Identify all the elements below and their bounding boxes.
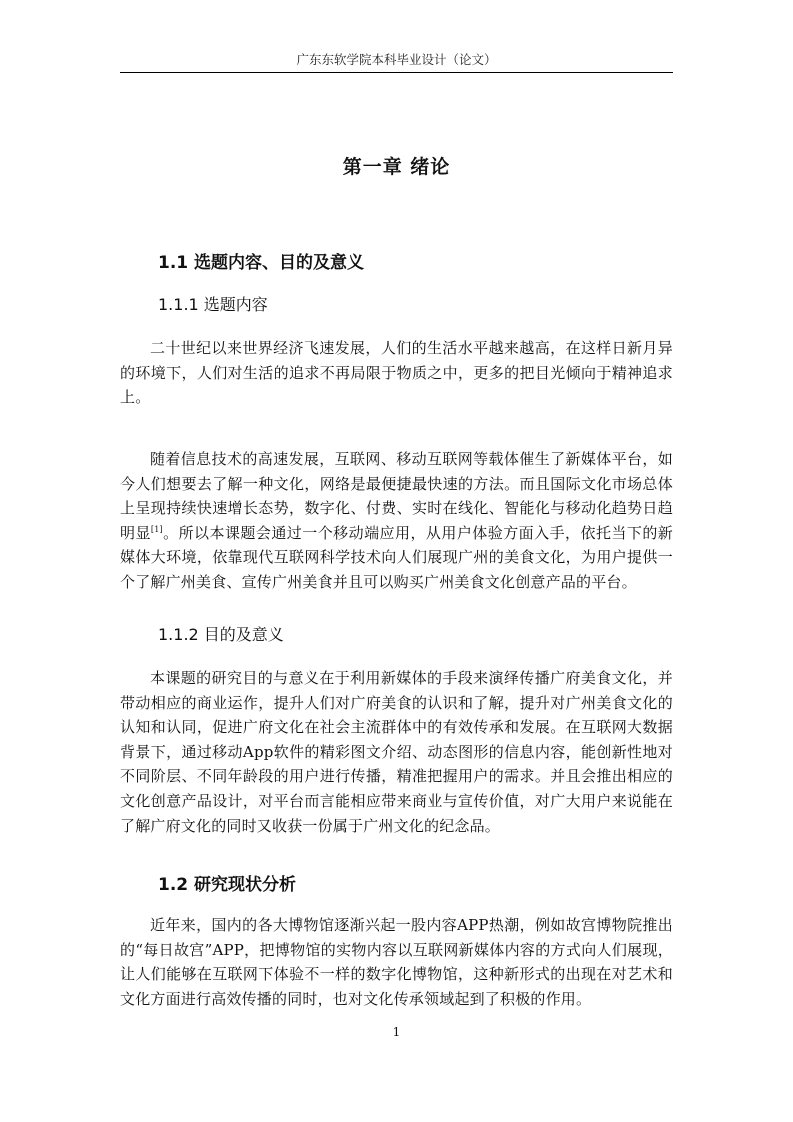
paragraph-2-text-b: 。所以本课题会通过一个移动端应用，从用户体验方面入手，依托当下的新媒体大环境，依靠现代互联网科学技术向人们展现广州的美食文化，为用户提供一个了解广州美食、宣传广州美食并且可以购买广州美食文化创意产品的平台。 xyxy=(120,523,673,591)
page-number: 1 xyxy=(392,1025,401,1039)
running-header: 广东东软学院本科毕业设计（论文） xyxy=(296,52,497,67)
section-heading-1-2: 1.2 研究现状分析 xyxy=(158,875,297,895)
paragraph-1: 二十世纪以来世界经济飞速发展，人们的生活水平越来越高，在这样日新月异的环境下，人们对生活的追求不再局限于物质之中，更多的把目光倾向于精神追求上。 xyxy=(120,339,673,407)
citation-ref-1: [1] xyxy=(150,524,163,534)
paragraph-2-text-a: 随着信息技术的高速发展，互联网、移动互联网等载体催生了新媒体平台，如今人们想要去了解一种文化，网络是最便捷最快速的方法。而且国际文化市场总体上呈现持续快速增长态势，数字化、付费、实时在线化、智能化与移动化趋势日趋明显 xyxy=(120,450,673,542)
header-rule xyxy=(120,72,673,73)
section-heading-1-1-1: 1.1.1 选题内容 xyxy=(158,295,268,314)
paragraph-2 xyxy=(120,447,673,595)
section-heading-1-1: 1.1 选题内容、目的及意义 xyxy=(158,253,365,273)
paragraph-3: 本课题的研究目的与意义在于利用新媒体的手段来演绎传播广府美食文化，并带动相应的商业运作，提升人们对广府美食的认识和了解，提升对广州美食文化的认知和认同，促进广府文化在社会主流群体中的有效传承和发展。在互联网大数据背景下，通过移动App软件的精彩图文介绍、动态图形的信息内容，能创新性地对不同阶层、不同年龄段的用户进行传播，精准把握用户的需求。并且会推出相应的文化创意产品设计，对平台而言能相应带来商业与宣传价值，对广大用户来说能在了解广府文化的同时又收获一份属于广州文化的纪念品。 xyxy=(120,669,673,835)
chapter-title: 第一章 绪论 xyxy=(342,156,451,178)
section-heading-1-1-2: 1.1.2 目的及意义 xyxy=(158,625,284,644)
paragraph-4: 近年来，国内的各大博物馆逐渐兴起一股内容APP热潮，例如故宫博物院推出的“每日故宫”APP，把博物馆的实物内容以互联网新媒体内容的方式向人们展现，让人们能够在互联网下体验不一样的数字化博物馆，这种新形式的出现在对艺术和文化方面进行高效传播的同时，也对文化传承领域起到了积极的作用。 xyxy=(120,916,673,1008)
